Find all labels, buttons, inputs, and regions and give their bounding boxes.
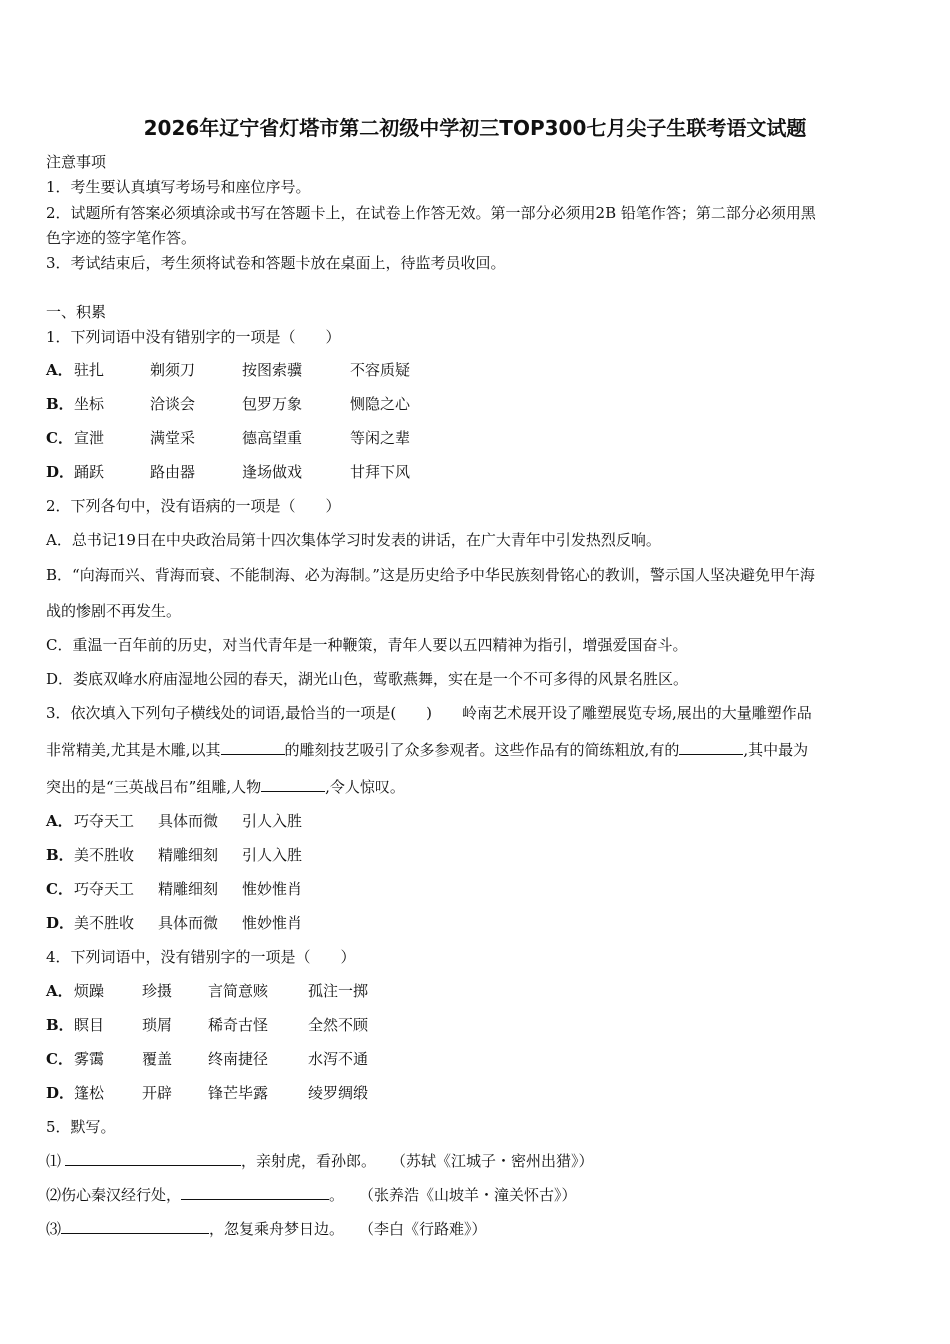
notice-item: 色字迹的签字笔作答。: [46, 229, 197, 247]
option-word: 珍摄: [142, 982, 173, 1000]
exam-title: 2026年辽宁省灯塔市第二初级中学初三TOP300七月尖子生联考语文试题: [143, 116, 807, 140]
option-word: 逢场做戏: [242, 463, 303, 481]
q5-line-2: [46, 1185, 577, 1205]
option-word: 引人入胜: [242, 846, 303, 864]
option-letter: D．: [46, 914, 75, 932]
option-word: 剃须刀: [150, 361, 196, 379]
fill-blank: [221, 740, 285, 755]
q2-option-d: D．娄底双峰水府庙湿地公园的春天，湖光山色，莺歌燕舞，实在是一个不可多得的风景名胜区。: [46, 670, 689, 688]
option-word: 言简意赅: [208, 982, 269, 1000]
option-letter: B．: [46, 395, 74, 413]
fill-blank: [65, 1151, 241, 1166]
question-3-stem-line2: [46, 740, 808, 760]
option-word: 德高望重: [242, 429, 303, 447]
q2-option-a: A．总书记19日在中央政治局第十四次集体学习时发表的讲话，在广大青年中引发热烈反响。: [46, 531, 661, 549]
q2-option-b-cont: 战的惨剧不再发生。: [46, 602, 182, 620]
option-word: 具体而微: [158, 812, 219, 830]
option-word: 恻隐之心: [350, 395, 411, 413]
question-1-stem: 1．下列词语中没有错别字的一项是（ ）: [46, 328, 341, 346]
fill-blank: [679, 740, 743, 755]
option-word: 水泻不通: [308, 1050, 369, 1068]
option-word: 洽谈会: [150, 395, 196, 413]
option-word: 全然不顾: [308, 1016, 369, 1034]
option-word: 宣泄: [74, 429, 105, 447]
question-3-stem-line3: [46, 777, 405, 797]
option-word: 具体而微: [158, 914, 219, 932]
line-text: ，亲射虎，看孙郎。 （苏轼《江城子・密州出猎》）: [241, 1152, 594, 1170]
line-text: 。 （张养浩《山坡羊・潼关怀古》）: [329, 1186, 577, 1204]
stem-text: 的雕刻技艺吸引了众多参观者。这些作品有的简练粗放,有的: [284, 741, 680, 759]
line-text: ⑵伤心秦汉经行处，: [46, 1186, 182, 1204]
option-word: 精雕细刻: [158, 846, 219, 864]
notice-item: 2．试题所有答案必须填涂或书写在答题卡上，在试卷上作答无效。第一部分必须用2B 铅笔作答；第二部分必须用黑: [46, 204, 816, 222]
option-word: 巧夺天工: [74, 812, 135, 830]
question-2-stem: 2．下列各句中，没有语病的一项是（ ）: [46, 497, 341, 515]
option-word: 踊跃: [74, 463, 105, 481]
option-word: 惟妙惟肖: [242, 880, 303, 898]
q5-line-1: [46, 1151, 594, 1171]
option-letter: D．: [46, 1084, 75, 1102]
fill-blank: [261, 777, 325, 792]
option-word: 路由器: [150, 463, 196, 481]
fill-blank: [181, 1185, 329, 1200]
question-5-stem: 5．默写。: [46, 1118, 116, 1136]
line-text: ，忽复乘舟梦日边。 （李白《行路难》）: [209, 1220, 487, 1238]
notice-item: 3．考试结束后，考生须将试卷和答题卡放在桌面上，待监考员收回。: [46, 254, 506, 272]
option-word: 孤注一掷: [308, 982, 369, 1000]
stem-text: 非常精美,尤其是木雕,以其: [46, 741, 221, 759]
option-word: 巧夺天工: [74, 880, 135, 898]
option-word: 满堂采: [150, 429, 196, 447]
notice-heading: 注意事项: [46, 153, 107, 171]
option-word: 包罗万象: [242, 395, 303, 413]
option-word: 绫罗绸缎: [308, 1084, 369, 1102]
option-letter: A．: [46, 982, 73, 1000]
option-word: 稀奇古怪: [208, 1016, 269, 1034]
option-letter: B．: [46, 846, 74, 864]
option-word: 按图索骥: [242, 361, 303, 379]
option-word: 篷松: [74, 1084, 105, 1102]
option-word: 精雕细刻: [158, 880, 219, 898]
stem-text: ,其中最为: [743, 741, 809, 759]
option-word: 引人入胜: [242, 812, 303, 830]
option-word: 雾霭: [74, 1050, 105, 1068]
option-word: 瞑目: [74, 1016, 105, 1034]
option-letter: B．: [46, 1016, 74, 1034]
option-word: 惟妙惟肖: [242, 914, 303, 932]
option-word: 坐标: [74, 395, 105, 413]
option-word: 美不胜收: [74, 846, 135, 864]
option-word: 覆盖: [142, 1050, 173, 1068]
option-word: 开辟: [142, 1084, 173, 1102]
stem-text: ,令人惊叹。: [325, 778, 405, 796]
option-word: 琐屑: [142, 1016, 173, 1034]
q5-line-3: [46, 1219, 487, 1239]
option-letter: C．: [46, 1050, 73, 1068]
question-3-stem: 3．依次填入下列句子横线处的词语,最恰当的一项是( ) 岭南艺术展开设了雕塑展览专场,展出的大量雕塑作品: [46, 704, 812, 722]
option-word: 甘拜下风: [350, 463, 411, 481]
option-letter: A．: [46, 812, 73, 830]
option-letter: C．: [46, 880, 73, 898]
option-word: 不容质疑: [350, 361, 411, 379]
option-word: 烦躁: [74, 982, 105, 1000]
fill-blank: [61, 1219, 209, 1234]
section-heading: 一、积累: [46, 303, 107, 321]
line-number: ⑶: [46, 1220, 62, 1238]
question-4-stem: 4．下列词语中，没有错别字的一项是（ ）: [46, 948, 356, 966]
option-word: 终南捷径: [208, 1050, 269, 1068]
q2-option-c: C．重温一百年前的历史，对当代青年是一种鞭策，青年人要以五四精神为指引，增强爱国奋斗。: [46, 636, 688, 654]
q2-option-b: B．“向海而兴、背海而衰、不能制海、必为海制。”这是历史给予中华民族刻骨铭心的教训，警示国人坚决避免甲午海: [46, 566, 815, 584]
option-letter: D．: [46, 463, 75, 481]
option-word: 美不胜收: [74, 914, 135, 932]
option-letter: A．: [46, 361, 73, 379]
option-word: 锋芒毕露: [208, 1084, 269, 1102]
option-word: 驻扎: [74, 361, 105, 379]
option-word: 等闲之辈: [350, 429, 411, 447]
stem-text: 突出的是“三英战吕布”组雕,人物: [46, 778, 262, 796]
option-letter: C．: [46, 429, 73, 447]
line-number: ⑴: [46, 1152, 62, 1170]
notice-item: 1．考生要认真填写考场号和座位序号。: [46, 178, 311, 196]
